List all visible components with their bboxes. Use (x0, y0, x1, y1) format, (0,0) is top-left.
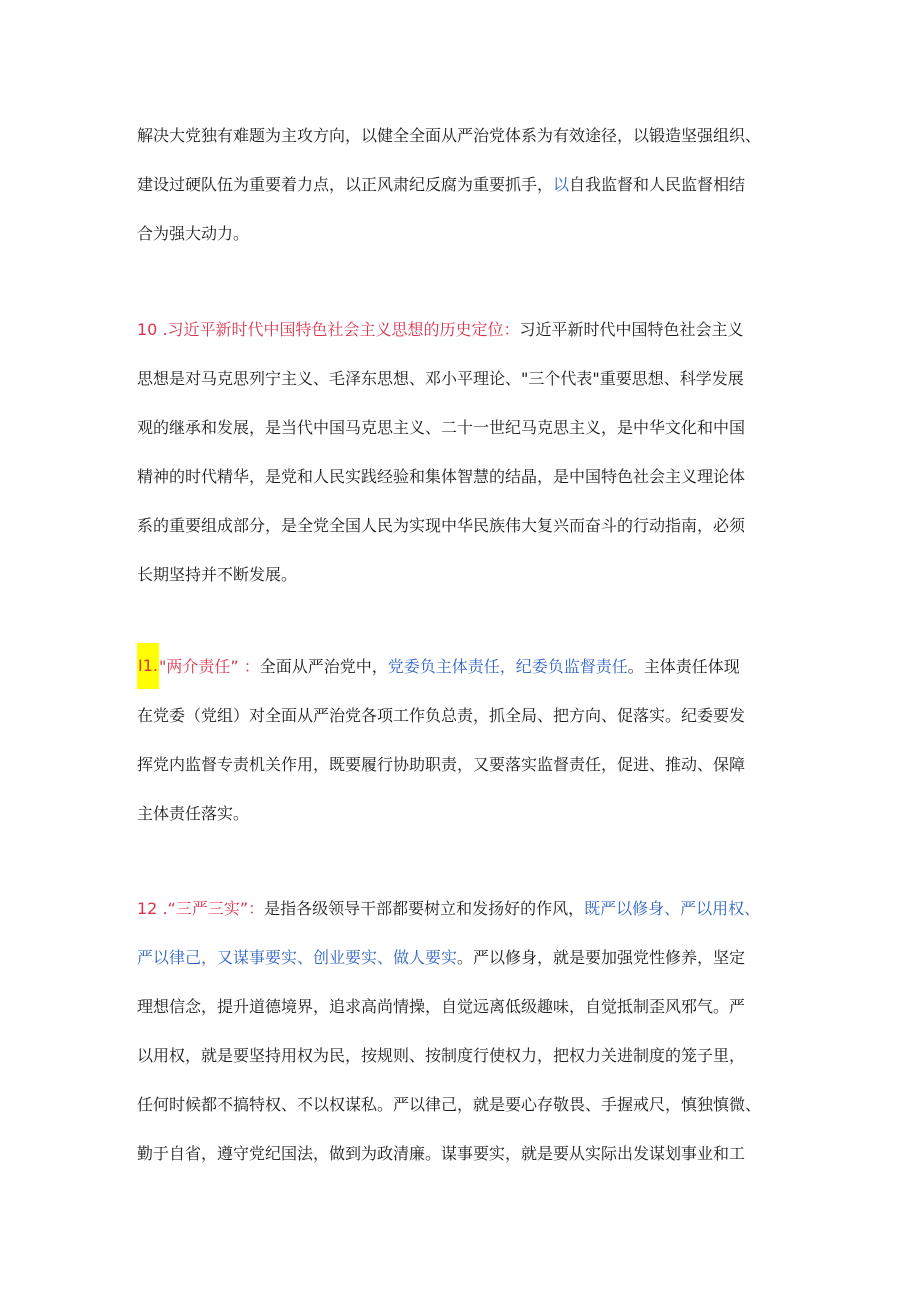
text-line: 理想信念，提升道德境界，追求高尚情操，自觉远离低级趣味，自觉抵制歪风邪气。严 (137, 997, 746, 1016)
text-run: 习近平新时代中国特色社会主义 (519, 320, 744, 339)
emphasis-text: 党委负主体责任，纪委负监督责任 (387, 657, 628, 676)
text-run: 建设过硬队伍为重要着力点，以正风肃纪反腐为重要抓手， (137, 175, 554, 194)
paragraph-12 (137, 884, 797, 1178)
text-line: 勤于自省，遵守党纪国法，做到为政清廉。谋事要实，就是要从实际出发谋划事业和工 (137, 1144, 746, 1163)
paragraph-9-tail (137, 111, 797, 258)
text-line: 精神的时代精华，是党和人民实践经验和集体智慧的结晶，是中国特色社会主义理论体 (137, 467, 746, 486)
paragraph-11 (137, 642, 797, 838)
text-run: 。严以修身，就是要加强党性修养，坚定 (457, 948, 746, 967)
text-run: 。主体责任体现 (627, 657, 740, 676)
text-line (137, 642, 797, 691)
emphasis-text: 严以律己，又谋事要实、创业要实、做人要实 (137, 948, 458, 967)
text-line: 以用权，就是要坚持用权为民，按规则、按制度行使权力，把权力关进制度的笼子里， (137, 1046, 746, 1065)
text-run: 是指各级领导干部都要树立和发扬好的作风， (264, 899, 585, 918)
text-line: 观的继承和发展，是当代中国马克思主义、二十一世纪马克思主义，是中华文化和中国 (137, 418, 746, 437)
text-run: 自我监督和人民监督相结 (569, 175, 746, 194)
text-line: 系的重要组成部分，是全党全国人民为实现中华民族伟大复兴而奋斗的行动指南，必须 (137, 516, 746, 535)
text-line: 长期坚持并不断发展。 (137, 565, 298, 584)
text-line (137, 933, 797, 982)
section-heading: "两介责任” ： (158, 657, 260, 676)
text-run: 全面从严治党中， (259, 657, 388, 676)
text-line: 在党委（党组）对全面从严治党各项工作负总责，抓全局、把方向、促落实。纪委要发 (137, 706, 746, 725)
text-line: 任何时候都不搞特权、不以权谋私。严以律己，就是要心存敬畏、手握戒尺，慎独慎微、 (137, 1095, 762, 1114)
text-line: 挥党内监督专责机关作用，既要履行协助职责，又要落实监督责任，促进、推动、保障 (137, 755, 746, 774)
paragraph-10 (137, 305, 797, 599)
text-line: 主体责任落实。 (137, 804, 250, 823)
section-heading: 12 .“三严三实”： (137, 899, 265, 918)
highlighted-number: I1. (137, 643, 159, 689)
text-line: 合为强大动力。 (137, 224, 250, 243)
text-line (137, 884, 797, 933)
text-line: 思想是对马克思列宁主义、毛泽东思想、邓小平理论、"三个代表"重要思想、科学发展 (137, 369, 744, 388)
emphasis-text: 既严以修身、严以用权、 (584, 899, 761, 918)
emphasis-text: 以 (553, 175, 570, 194)
section-heading: 10 .习近平新时代中国特色社会主义思想的历史定位： (137, 320, 520, 339)
text-line (137, 305, 797, 354)
text-line (137, 160, 797, 209)
text-line: 解决大党独有难题为主攻方向，以健全全面从严治党体系为有效途径，以锻造坚强组织、 (137, 126, 762, 145)
